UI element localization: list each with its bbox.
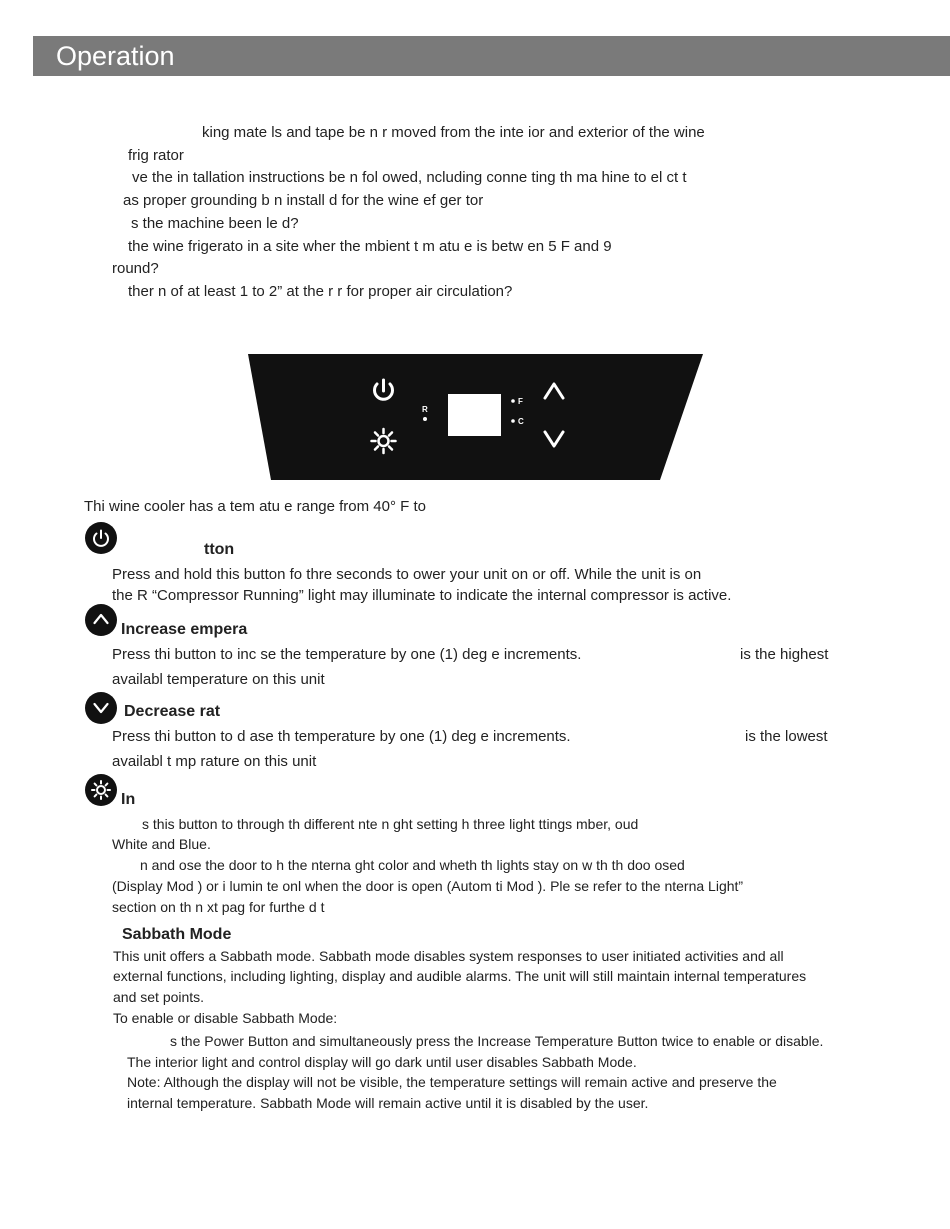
section-header-bar (33, 36, 950, 76)
increase-description: Press thi button to inc se the temperature by one (1) deg e increments. (112, 646, 582, 663)
sabbath-step: s the Power Button and simultaneously press the Increase Temperature Button twice to enable or disable. (170, 1033, 824, 1049)
panel-r-indicator-dot (423, 417, 427, 421)
sabbath-description: This unit offers a Sabbath mode. Sabbath mode disables system responses to user initiated activities and all (113, 948, 784, 964)
checklist-line: the wine frigerato in a site wher the mbient t m atu e is betw en 5 F and 9 (128, 238, 612, 255)
increase-temperature-title: Increase empera (121, 621, 248, 638)
light-description: White and Blue. (112, 836, 211, 852)
increase-description: availabl temperature on this unit (112, 671, 325, 688)
checklist-line: s the machine been le d? (131, 215, 299, 232)
power-icon (85, 522, 117, 554)
decrease-description-tail: is the lowest (745, 728, 828, 745)
light-description: section on th n xt pag for furthe d t (112, 899, 325, 915)
decrease-chevron-down-icon (85, 692, 117, 724)
sabbath-note: internal temperature. Sabbath Mode will remain active until it is disabled by the user. (127, 1095, 649, 1111)
light-description: s this button to through th different nte n ght setting h three light ttings mber, oud (142, 816, 639, 832)
checklist-line: king mate ls and tape be n r moved from the inte ior and exterior of the wine (202, 124, 705, 141)
sabbath-description: external functions, including lighting, display and audible alarms. The unit will still maintain internal temperatures (113, 968, 807, 984)
decrease-description: availabl t mp rature on this unit (112, 753, 317, 770)
checklist-line: as proper grounding b n install d for the wine ef ger tor (123, 192, 484, 209)
panel-f-label: F (518, 397, 523, 406)
decrease-description: Press thi button to d ase th temperature by one (1) deg e increments. (112, 728, 571, 745)
checklist-line: round? (112, 260, 159, 277)
sabbath-note: Note: Although the display will not be visible, the temperature settings will remain active and preserve the (127, 1074, 777, 1090)
light-description: (Display Mod ) or i lumin te onl when the door is open (Autom ti Mod ). Ple se refer to the nterna Light” (112, 878, 744, 894)
checklist-line: ve the in tallation instructions be n fol owed, ncluding conne ting th ma hine to el ct t (132, 169, 687, 186)
increase-chevron-up-icon (85, 604, 117, 636)
checklist-line: ther n of at least 1 to 2” at the r r for proper air circulation? (128, 283, 513, 300)
panel-c-indicator-dot (511, 419, 515, 423)
panel-c-label: C (518, 417, 524, 426)
sabbath-description: and set points. (113, 989, 205, 1005)
interior-light-title: In (121, 791, 136, 808)
sabbath-mode-title: Sabbath Mode (122, 926, 232, 943)
increase-description-tail: is the highest (740, 646, 829, 663)
intro-text: Thi wine cooler has a tem atu e range from 40° F to (84, 498, 426, 515)
sabbath-description: To enable or disable Sabbath Mode: (113, 1010, 338, 1026)
light-description: n and ose the door to h the nterna ght color and wheth th lights stay on w th th doo osed (140, 857, 685, 873)
decrease-temperature-title: Decrease rat (124, 703, 221, 720)
control-panel-illustration (248, 354, 703, 480)
panel-r-label: R (422, 405, 428, 414)
power-description: the R “Compressor Running” light may illuminate to indicate the internal compressor is active. (112, 587, 732, 604)
sabbath-step: The interior light and control display will go dark until user disables Sabbath Mode. (127, 1054, 637, 1070)
power-description: Press and hold this button fo thre seconds to ower your unit on or off. While the unit is on (112, 566, 702, 583)
panel-f-indicator-dot (511, 399, 515, 403)
section-title: Operation (56, 41, 175, 71)
panel-display (448, 394, 501, 436)
power-button-title: tton (204, 541, 235, 558)
light-gear-icon (85, 774, 117, 806)
checklist-line: frig rator (128, 147, 184, 164)
